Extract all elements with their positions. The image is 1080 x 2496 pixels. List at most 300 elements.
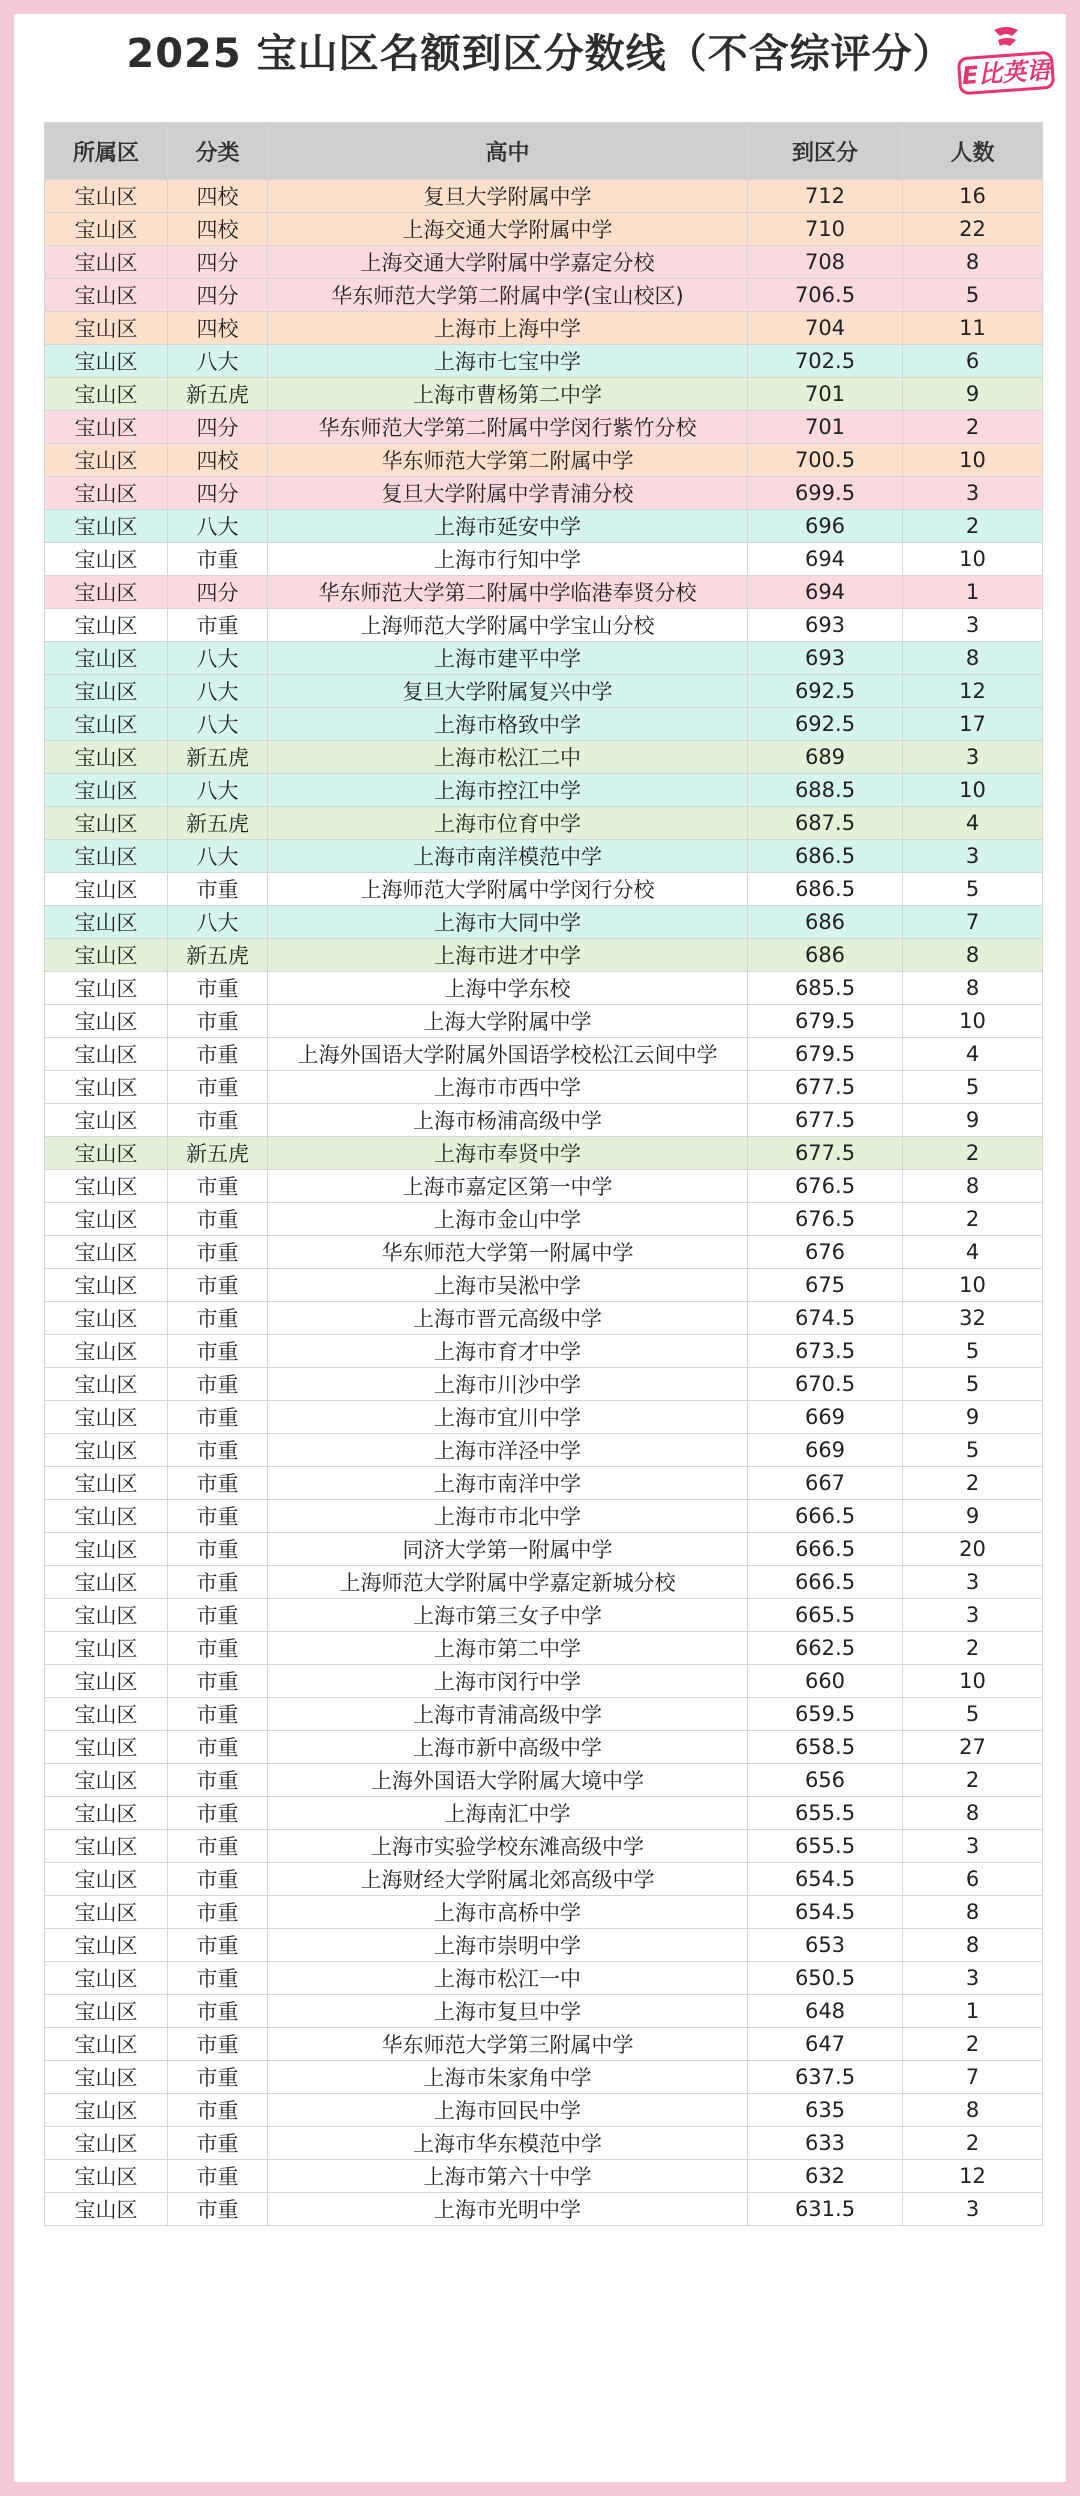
row-number: 46 — [20, 1626, 38, 1642]
table-row — [45, 906, 1043, 939]
cell-score: 660 — [748, 1665, 903, 1698]
cell-category: 市重 — [168, 1302, 268, 1335]
cell-district: 宝山区 — [45, 741, 168, 774]
cell-school: 上海中学东校 — [268, 972, 748, 1005]
table-row — [45, 1467, 1043, 1500]
row-number: 6 — [24, 346, 34, 362]
table-row — [45, 180, 1043, 213]
cell-district: 宝山区 — [45, 477, 168, 510]
cell-score: 693 — [748, 642, 903, 675]
cell-category: 市重 — [168, 2094, 268, 2127]
cell-score: 693 — [748, 609, 903, 642]
table-row — [45, 312, 1043, 345]
table-row — [45, 1764, 1043, 1797]
cell-category: 市重 — [168, 1797, 268, 1830]
cell-category: 市重 — [168, 2028, 268, 2061]
cell-district: 宝山区 — [45, 444, 168, 477]
cell-count: 3 — [903, 1599, 1043, 1632]
cell-district: 宝山区 — [45, 378, 168, 411]
cell-school: 上海市金山中学 — [268, 1203, 748, 1236]
header-school: 高中 — [268, 123, 748, 180]
cell-count: 3 — [903, 477, 1043, 510]
cell-school: 上海市洋泾中学 — [268, 1434, 748, 1467]
cell-count: 4 — [903, 1038, 1043, 1071]
cell-score: 676.5 — [748, 1203, 903, 1236]
cell-school: 上海市松江一中 — [268, 1962, 748, 1995]
cell-district: 宝山区 — [45, 1038, 168, 1071]
cell-score: 701 — [748, 378, 903, 411]
row-number: 20 — [20, 794, 38, 810]
row-number: 30 — [20, 1114, 38, 1130]
cell-count: 3 — [903, 609, 1043, 642]
cell-school: 华东师范大学第二附属中学(宝山校区) — [268, 279, 748, 312]
cell-category: 市重 — [168, 1698, 268, 1731]
cell-school: 上海师范大学附属中学宝山分校 — [268, 609, 748, 642]
cell-count: 3 — [903, 840, 1043, 873]
table-row — [45, 1500, 1043, 1533]
table-row — [45, 642, 1043, 675]
cell-category: 新五虎 — [168, 807, 268, 840]
header-category: 分类 — [168, 123, 268, 180]
row-number: 2 — [24, 218, 34, 234]
cell-count: 5 — [903, 1434, 1043, 1467]
cell-count: 8 — [903, 939, 1043, 972]
row-number: 17 — [20, 698, 38, 714]
cell-school: 上海交通大学附属中学嘉定分校 — [268, 246, 748, 279]
cell-school: 上海市光明中学 — [268, 2193, 748, 2226]
cell-score: 666.5 — [748, 1500, 903, 1533]
cell-count: 8 — [903, 972, 1043, 1005]
cell-score: 676 — [748, 1236, 903, 1269]
cell-count: 9 — [903, 1104, 1043, 1137]
table-row — [45, 1929, 1043, 1962]
cell-category: 市重 — [168, 1632, 268, 1665]
cell-category: 市重 — [168, 1005, 268, 1038]
cell-count: 2 — [903, 1203, 1043, 1236]
cell-district: 宝山区 — [45, 906, 168, 939]
table-row — [45, 1137, 1043, 1170]
page-number: 457 — [1005, 2462, 1040, 2483]
cell-count: 2 — [903, 1632, 1043, 1665]
cell-score: 659.5 — [748, 1698, 903, 1731]
row-number: 37 — [20, 1338, 38, 1354]
table-row — [45, 1830, 1043, 1863]
row-number: 25 — [20, 954, 38, 970]
row-number: 41 — [20, 1466, 38, 1482]
cell-score: 655.5 — [748, 1830, 903, 1863]
table-row — [45, 1335, 1043, 1368]
table-row — [45, 1302, 1043, 1335]
table-row — [45, 1632, 1043, 1665]
cell-count: 2 — [903, 1137, 1043, 1170]
cell-school: 上海市崇明中学 — [268, 1929, 748, 1962]
cell-district: 宝山区 — [45, 2193, 168, 2226]
cell-score: 679.5 — [748, 1038, 903, 1071]
cell-score: 673.5 — [748, 1335, 903, 1368]
cell-category: 市重 — [168, 1665, 268, 1698]
row-number: 4 — [24, 282, 34, 298]
table-row — [45, 2193, 1043, 2226]
cell-school: 上海市七宝中学 — [268, 345, 748, 378]
row-number: 48 — [20, 1690, 38, 1706]
cell-count: 6 — [903, 345, 1043, 378]
cell-score: 654.5 — [748, 1863, 903, 1896]
cell-score: 687.5 — [748, 807, 903, 840]
cell-district: 宝山区 — [45, 1434, 168, 1467]
cell-score: 635 — [748, 2094, 903, 2127]
cell-school: 上海市大同中学 — [268, 906, 748, 939]
cell-district: 宝山区 — [45, 642, 168, 675]
cell-district: 宝山区 — [45, 807, 168, 840]
row-number: 31 — [20, 1146, 38, 1162]
cell-score: 692.5 — [748, 708, 903, 741]
cell-school: 上海市嘉定区第一中学 — [268, 1170, 748, 1203]
cell-school: 上海市高桥中学 — [268, 1896, 748, 1929]
cell-score: 702.5 — [748, 345, 903, 378]
cell-category: 市重 — [168, 1962, 268, 1995]
cell-score: 669 — [748, 1401, 903, 1434]
row-number: 8 — [24, 410, 34, 426]
row-number: 34 — [20, 1242, 38, 1258]
cell-category: 市重 — [168, 2061, 268, 2094]
row-number: 14 — [20, 602, 38, 618]
cell-district: 宝山区 — [45, 2061, 168, 2094]
header-count: 人数 — [903, 123, 1043, 180]
cell-count: 12 — [903, 675, 1043, 708]
cell-school: 复旦大学附属中学 — [268, 180, 748, 213]
table-row — [45, 213, 1043, 246]
cell-count: 8 — [903, 1797, 1043, 1830]
cell-category: 市重 — [168, 2160, 268, 2193]
cell-count: 10 — [903, 1269, 1043, 1302]
cell-count: 9 — [903, 1401, 1043, 1434]
table-row — [45, 741, 1043, 774]
cell-category: 八大 — [168, 708, 268, 741]
table-row — [45, 576, 1043, 609]
cell-school: 上海财经大学附属北郊高级中学 — [268, 1863, 748, 1896]
row-number: 36 — [20, 1306, 38, 1322]
cell-count: 10 — [903, 543, 1043, 576]
table-row — [45, 2127, 1043, 2160]
cell-score: 637.5 — [748, 2061, 903, 2094]
row-number: 23 — [20, 890, 38, 906]
row-number: 33 — [20, 1210, 38, 1226]
cell-school: 上海市第三女子中学 — [268, 1599, 748, 1632]
row-number: 49 — [20, 1722, 38, 1738]
table-row — [45, 708, 1043, 741]
cell-district: 宝山区 — [45, 1104, 168, 1137]
cell-category: 市重 — [168, 1566, 268, 1599]
cell-score: 704 — [748, 312, 903, 345]
cell-school: 上海市华东模范中学 — [268, 2127, 748, 2160]
row-number: 56 — [20, 1946, 38, 1962]
cell-score: 686 — [748, 939, 903, 972]
cell-score: 648 — [748, 1995, 903, 2028]
cell-category: 市重 — [168, 1434, 268, 1467]
cell-school: 华东师范大学第二附属中学 — [268, 444, 748, 477]
table-row — [45, 1566, 1043, 1599]
table-row — [45, 2061, 1043, 2094]
table-row — [45, 1104, 1043, 1137]
row-number: 50 — [20, 1754, 38, 1770]
cell-school: 上海市南洋模范中学 — [268, 840, 748, 873]
cell-district: 宝山区 — [45, 1665, 168, 1698]
cell-count: 5 — [903, 1071, 1043, 1104]
cell-school: 上海市延安中学 — [268, 510, 748, 543]
row-number: 16 — [20, 666, 38, 682]
cell-district: 宝山区 — [45, 1401, 168, 1434]
cell-school: 上海市宜川中学 — [268, 1401, 748, 1434]
cell-score: 696 — [748, 510, 903, 543]
cell-category: 市重 — [168, 1830, 268, 1863]
table-row — [45, 1203, 1043, 1236]
cell-count: 10 — [903, 1005, 1043, 1038]
cell-count: 2 — [903, 1764, 1043, 1797]
cell-school: 华东师范大学第二附属中学闵行紫竹分校 — [268, 411, 748, 444]
cell-district: 宝山区 — [45, 1236, 168, 1269]
table-row — [45, 1995, 1043, 2028]
cell-category: 四分 — [168, 246, 268, 279]
cell-count: 7 — [903, 906, 1043, 939]
cell-score: 674.5 — [748, 1302, 903, 1335]
cell-school: 上海大学附属中学 — [268, 1005, 748, 1038]
cell-category: 八大 — [168, 510, 268, 543]
row-number: 58 — [20, 2010, 38, 2026]
cell-school: 上海市杨浦高级中学 — [268, 1104, 748, 1137]
cell-count: 2 — [903, 2127, 1043, 2160]
cell-district: 宝山区 — [45, 1137, 168, 1170]
row-number: 24 — [20, 922, 38, 938]
cell-score: 632 — [748, 2160, 903, 2193]
header-score: 到区分 — [748, 123, 903, 180]
cell-category: 四校 — [168, 312, 268, 345]
cell-category: 市重 — [168, 1203, 268, 1236]
cell-score: 706.5 — [748, 279, 903, 312]
cell-category: 八大 — [168, 774, 268, 807]
row-number: 59 — [20, 2042, 38, 2058]
cell-district: 宝山区 — [45, 345, 168, 378]
row-number: 11 — [20, 506, 38, 522]
cell-school: 上海市建平中学 — [268, 642, 748, 675]
cell-score: 701 — [748, 411, 903, 444]
cell-school: 上海市育才中学 — [268, 1335, 748, 1368]
cell-count: 3 — [903, 2193, 1043, 2226]
cell-count: 7 — [903, 2061, 1043, 2094]
cell-count: 8 — [903, 1896, 1043, 1929]
cell-school: 复旦大学附属复兴中学 — [268, 675, 748, 708]
cell-district: 宝山区 — [45, 1500, 168, 1533]
row-number: 53 — [20, 1850, 38, 1866]
cell-category: 市重 — [168, 1599, 268, 1632]
cell-category: 市重 — [168, 1368, 268, 1401]
cell-category: 市重 — [168, 1896, 268, 1929]
cell-district: 宝山区 — [45, 1302, 168, 1335]
cell-district: 宝山区 — [45, 2160, 168, 2193]
cell-score: 633 — [748, 2127, 903, 2160]
cell-category: 八大 — [168, 840, 268, 873]
cell-district: 宝山区 — [45, 1698, 168, 1731]
cell-score: 699.5 — [748, 477, 903, 510]
cell-district: 宝山区 — [45, 411, 168, 444]
cell-score: 677.5 — [748, 1137, 903, 1170]
row-number: 32 — [20, 1178, 38, 1194]
cell-score: 712 — [748, 180, 903, 213]
cell-count: 10 — [903, 1665, 1043, 1698]
cell-school: 华东师范大学第一附属中学 — [268, 1236, 748, 1269]
cell-school: 上海南汇中学 — [268, 1797, 748, 1830]
cell-category: 市重 — [168, 1269, 268, 1302]
cell-count: 5 — [903, 1368, 1043, 1401]
cell-school: 上海市南洋中学 — [268, 1467, 748, 1500]
row-number: 38 — [20, 1370, 38, 1386]
cell-count: 3 — [903, 1830, 1043, 1863]
row-number: 27 — [20, 1018, 38, 1034]
table-row — [45, 840, 1043, 873]
cell-category: 市重 — [168, 1731, 268, 1764]
cell-category: 新五虎 — [168, 939, 268, 972]
cell-score: 675 — [748, 1269, 903, 1302]
cell-score: 686.5 — [748, 840, 903, 873]
row-number: 22 — [20, 858, 38, 874]
table-row — [45, 972, 1043, 1005]
cell-category: 八大 — [168, 906, 268, 939]
cell-category: 八大 — [168, 345, 268, 378]
cell-count: 27 — [903, 1731, 1043, 1764]
row-number: 13 — [20, 570, 38, 586]
cell-count: 9 — [903, 1500, 1043, 1533]
cell-score: 658.5 — [748, 1731, 903, 1764]
cell-category: 市重 — [168, 1500, 268, 1533]
cell-count: 5 — [903, 1698, 1043, 1731]
cell-score: 686 — [748, 906, 903, 939]
cell-category: 市重 — [168, 1236, 268, 1269]
cell-count: 8 — [903, 1929, 1043, 1962]
cell-score: 677.5 — [748, 1071, 903, 1104]
cell-category: 市重 — [168, 1335, 268, 1368]
cell-count: 6 — [903, 1863, 1043, 1896]
cell-district: 宝山区 — [45, 1335, 168, 1368]
cell-count: 3 — [903, 1566, 1043, 1599]
cell-district: 宝山区 — [45, 708, 168, 741]
row-number: 3 — [24, 250, 34, 266]
cell-count: 1 — [903, 576, 1043, 609]
cell-school: 上海市晋元高级中学 — [268, 1302, 748, 1335]
cell-score: 666.5 — [748, 1566, 903, 1599]
cell-district: 宝山区 — [45, 510, 168, 543]
cell-school: 上海市市北中学 — [268, 1500, 748, 1533]
cell-school: 上海市格致中学 — [268, 708, 748, 741]
table-row — [45, 609, 1043, 642]
table-row — [45, 345, 1043, 378]
cell-school: 上海市新中高级中学 — [268, 1731, 748, 1764]
cell-school: 上海外国语大学附属大境中学 — [268, 1764, 748, 1797]
cell-count: 3 — [903, 1962, 1043, 1995]
cell-category: 市重 — [168, 972, 268, 1005]
header-district: 所属区 — [45, 123, 168, 180]
cell-school: 上海市松江二中 — [268, 741, 748, 774]
cell-school: 上海交通大学附属中学 — [268, 213, 748, 246]
row-number: 7 — [24, 378, 34, 394]
cell-count: 5 — [903, 873, 1043, 906]
row-number: 42 — [20, 1498, 38, 1514]
cell-school: 同济大学第一附属中学 — [268, 1533, 748, 1566]
row-number: 1 — [24, 186, 34, 202]
page-title: 2025 宝山区名额到区分数线（不含综评分） — [126, 31, 954, 77]
table-row — [45, 510, 1043, 543]
cell-score: 669 — [748, 1434, 903, 1467]
cell-district: 宝山区 — [45, 1863, 168, 1896]
cell-district: 宝山区 — [45, 1533, 168, 1566]
score-table — [44, 122, 1043, 2226]
row-number: 26 — [20, 986, 38, 1002]
table-row — [45, 774, 1043, 807]
cell-score: 655.5 — [748, 1797, 903, 1830]
cell-category: 市重 — [168, 1401, 268, 1434]
table-row — [45, 1533, 1043, 1566]
cell-district: 宝山区 — [45, 279, 168, 312]
row-number: 5 — [24, 314, 34, 330]
table-row — [45, 411, 1043, 444]
cell-count: 16 — [903, 180, 1043, 213]
row-number: 57 — [20, 1978, 38, 1994]
cell-district: 宝山区 — [45, 1632, 168, 1665]
row-number: 35 — [20, 1274, 38, 1290]
cell-score: 670.5 — [748, 1368, 903, 1401]
cell-school: 上海市曹杨第二中学 — [268, 378, 748, 411]
cell-district: 宝山区 — [45, 1368, 168, 1401]
cell-district: 宝山区 — [45, 609, 168, 642]
cell-count: 32 — [903, 1302, 1043, 1335]
row-number: 55 — [20, 1914, 38, 1930]
cell-category: 市重 — [168, 1929, 268, 1962]
cell-school: 上海市青浦高级中学 — [268, 1698, 748, 1731]
cell-district: 宝山区 — [45, 1566, 168, 1599]
row-number: 29 — [20, 1082, 38, 1098]
cell-score: 688.5 — [748, 774, 903, 807]
cell-school: 华东师范大学第二附属中学临港奉贤分校 — [268, 576, 748, 609]
cell-count: 12 — [903, 2160, 1043, 2193]
row-number: 43 — [20, 1530, 38, 1546]
cell-district: 宝山区 — [45, 1929, 168, 1962]
logo — [958, 26, 1054, 96]
cell-count: 3 — [903, 741, 1043, 774]
cell-district: 宝山区 — [45, 246, 168, 279]
table-row — [45, 1368, 1043, 1401]
cell-district: 宝山区 — [45, 939, 168, 972]
cell-category: 市重 — [168, 1467, 268, 1500]
table-row — [45, 1071, 1043, 1104]
cell-district: 宝山区 — [45, 1005, 168, 1038]
cell-count: 17 — [903, 708, 1043, 741]
cell-district: 宝山区 — [45, 1962, 168, 1995]
table-row — [45, 873, 1043, 906]
logo-e-icon — [988, 26, 1024, 54]
table-row — [45, 477, 1043, 510]
table-row — [45, 1665, 1043, 1698]
cell-score: 685.5 — [748, 972, 903, 1005]
cell-category: 新五虎 — [168, 1137, 268, 1170]
cell-category: 市重 — [168, 1071, 268, 1104]
row-number: 19 — [20, 762, 38, 778]
cell-school: 复旦大学附属中学青浦分校 — [268, 477, 748, 510]
cell-count: 2 — [903, 411, 1043, 444]
cell-district: 宝山区 — [45, 1830, 168, 1863]
cell-school: 上海市闵行中学 — [268, 1665, 748, 1698]
cell-category: 市重 — [168, 2127, 268, 2160]
cell-category: 新五虎 — [168, 378, 268, 411]
cell-district: 宝山区 — [45, 180, 168, 213]
table-row — [45, 1005, 1043, 1038]
